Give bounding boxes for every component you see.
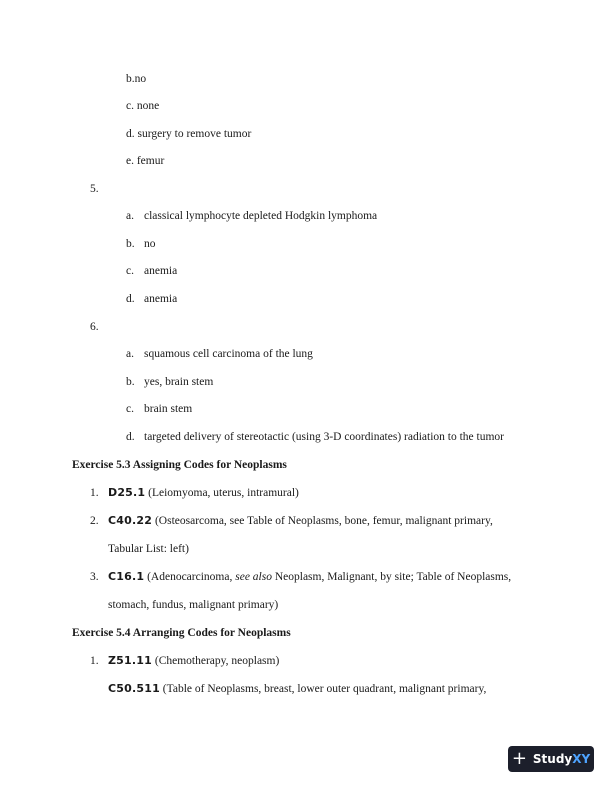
item-number: 1.: [90, 487, 99, 499]
answer-text: b.no: [126, 73, 147, 85]
code-entry: [108, 654, 279, 668]
plus-sparkle-icon: +: [511, 748, 527, 769]
code-entry: [108, 514, 493, 528]
answer-text: brain stem: [144, 403, 193, 415]
answer-item: [126, 72, 146, 86]
procedure-code: Z51.11: [108, 654, 152, 667]
section-heading: Exercise 5.4 Arranging Codes for Neoplasms: [72, 627, 291, 639]
code-description: (Table of Neoplasms, breast, lower outer quadrant, malignant primary,: [159, 683, 487, 695]
item-number: 1.: [90, 655, 99, 667]
question-number: 5.: [90, 183, 99, 195]
answer-letter: b.: [126, 238, 135, 250]
answer-text: targeted delivery of stereotactic (using 3-D coordinates) radiation to the tumor: [144, 431, 504, 443]
code-entry: [108, 486, 299, 500]
section-heading: Exercise 5.3 Assigning Codes for Neoplasms: [72, 459, 287, 471]
brand-accent: XY: [572, 752, 591, 766]
studyxy-logo-badge[interactable]: [508, 746, 594, 772]
item-number: 3.: [90, 571, 99, 583]
answer-text: yes, brain stem: [144, 376, 214, 388]
answer-text: squamous cell carcinoma of the lung: [144, 348, 313, 360]
answer-letter: c.: [126, 265, 134, 277]
answer-text: anemia: [144, 293, 178, 305]
answer-text: anemia: [144, 265, 178, 277]
code-description: (Adenocarcinoma,: [144, 571, 236, 583]
code-description-cont: Tabular List: left): [108, 543, 189, 555]
code-entry: [108, 570, 511, 584]
answer-text: d. surgery to remove tumor: [126, 128, 252, 140]
diagnosis-code: D25.1: [108, 486, 146, 499]
diagnosis-code: C40.22: [108, 514, 153, 527]
question-number: 6.: [90, 321, 99, 333]
answer-text: e. femur: [126, 155, 165, 167]
diagnosis-code: C16.1: [108, 570, 145, 583]
answer-letter: d.: [126, 431, 135, 443]
answer-letter: b.: [126, 376, 135, 388]
code-description: (Osteosarcoma, see Table of Neoplasms, bone, femur, malignant primary,: [152, 515, 493, 527]
answer-letter: d.: [126, 293, 135, 305]
code-description: (Chemotherapy, neoplasm): [151, 655, 280, 667]
answer-text: c. none: [126, 100, 160, 112]
answer-item: [126, 154, 164, 168]
answer-letter: a.: [126, 348, 134, 360]
brand-name: [533, 752, 590, 766]
answer-item: [126, 99, 159, 113]
item-number: 2.: [90, 515, 99, 527]
code-description: Neoplasm, Malignant, by site; Table of Neoplasms,: [271, 571, 512, 583]
answer-letter: a.: [126, 210, 134, 222]
answer-text: classical lymphocyte depleted Hodgkin lymphoma: [144, 210, 378, 222]
diagnosis-code: C50.511: [108, 682, 160, 695]
brand-main: Study: [532, 752, 573, 766]
answer-item: [126, 127, 251, 141]
code-description: (Leiomyoma, uterus, intramural): [145, 487, 299, 499]
answer-text: no: [144, 238, 156, 250]
code-description-cont: stomach, fundus, malignant primary): [108, 599, 279, 611]
code-entry: [108, 682, 486, 696]
see-also-text: see also: [235, 571, 272, 583]
answer-letter: c.: [126, 403, 134, 415]
